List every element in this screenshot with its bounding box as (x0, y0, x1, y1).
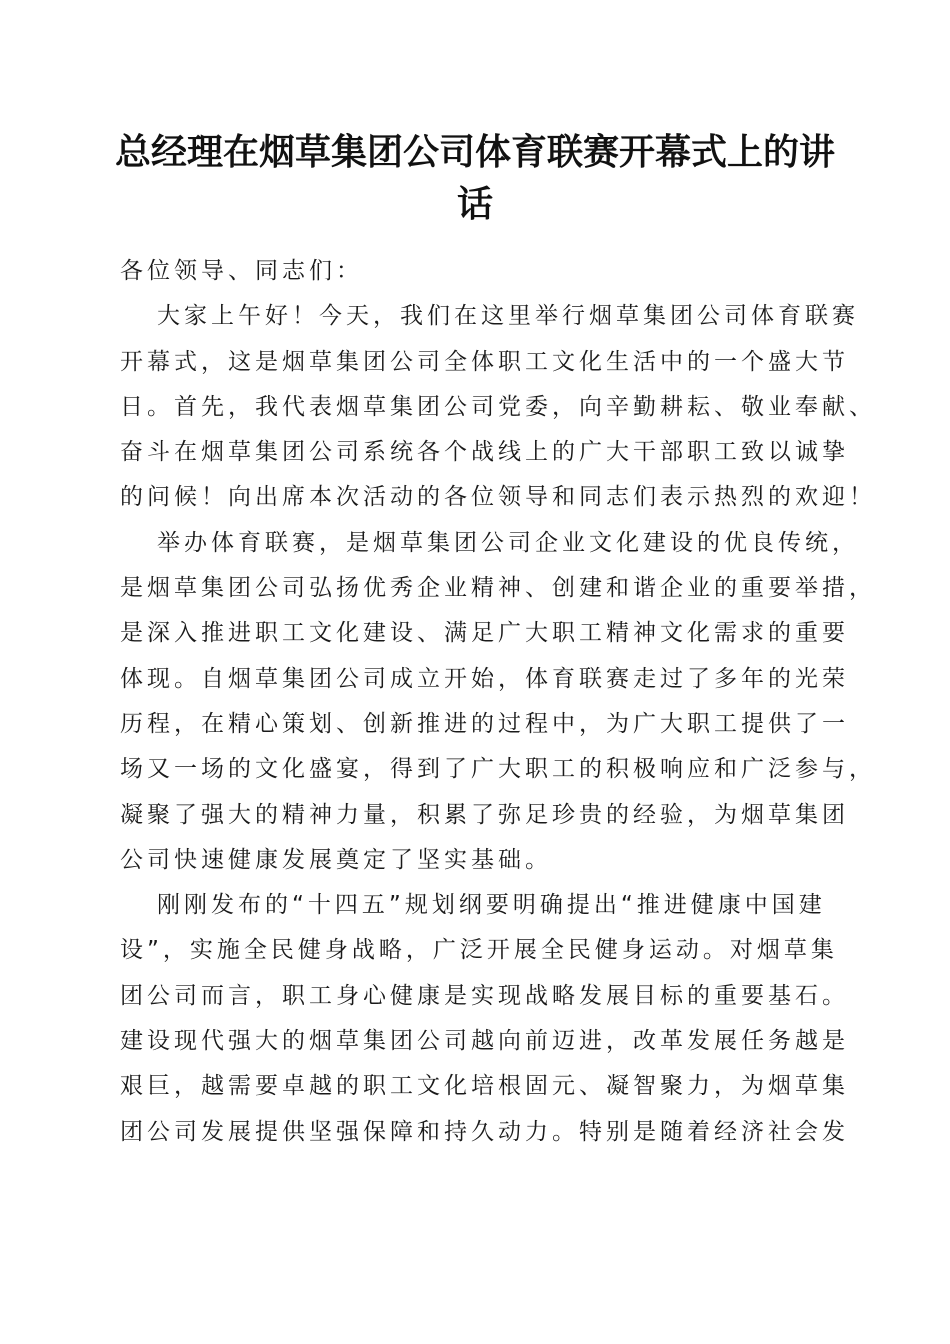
text-line: 举办体育联赛，是烟草集团公司企业文化建设的优良传统， (157, 529, 859, 556)
text-line: 场又一场的文化盛宴，得到了广大职工的积极响应和广泛参与， (120, 756, 876, 783)
text-line: 建设现代强大的烟草集团公司越向前迈进，改革发展任务越是 (120, 1028, 849, 1055)
text-line: 团公司而言，职工身心健康是实现战略发展目标的重要基石。 (120, 982, 849, 1009)
text-line: 奋斗在烟草集团公司系统各个战线上的广大干部职工致以诚挚 (120, 439, 849, 466)
text-line: 的问候！向出席本次活动的各位领导和同志们表示热烈的欢迎！ (120, 484, 876, 511)
text-line: 艰巨，越需要卓越的职工文化培根固元、凝智聚力，为烟草集 (120, 1073, 849, 1100)
text-line: 大家上午好！今天，我们在这里举行烟草集团公司体育联赛 (157, 303, 859, 330)
text-line: 公司快速健康发展奠定了坚实基础。 (120, 846, 552, 873)
text-line: 体现。自烟草集团公司成立开始，体育联赛走过了多年的光荣 (120, 665, 849, 692)
text-line: 日。首先，我代表烟草集团公司党委，向辛勤耕耘、敬业奉献、 (120, 393, 876, 420)
text-line: 团公司发展提供坚强保障和持久动力。特别是随着经济社会发 (120, 1118, 849, 1145)
text-lines (120, 294, 876, 1155)
text-line: 凝聚了强大的精神力量，积累了弥足珍贵的经验，为烟草集团 (120, 801, 849, 828)
document-title: 总经理在烟草集团公司体育联赛开幕式上的讲话 (114, 131, 835, 225)
document-body (120, 249, 876, 1155)
text-line: 历程，在精心策划、创新推进的过程中，为广大职工提供了一 (120, 710, 849, 737)
text-line: 刚刚发布的“十四五”规划纲要明确提出“推进健康中国建 (157, 892, 826, 919)
text-line: 设”，实施全民健身战略，广泛开展全民健身运动。对烟草集 (120, 937, 838, 964)
text-line: 是烟草集团公司弘扬优秀企业精神、创建和谐企业的重要举措， (120, 575, 876, 602)
salutation: 各位领导、同志们： (120, 258, 363, 284)
text-line: 是深入推进职工文化建设、满足广大职工精神文化需求的重要 (120, 620, 849, 647)
text-line: 开幕式，这是烟草集团公司全体职工文化生活中的一个盛大节 (120, 348, 849, 375)
